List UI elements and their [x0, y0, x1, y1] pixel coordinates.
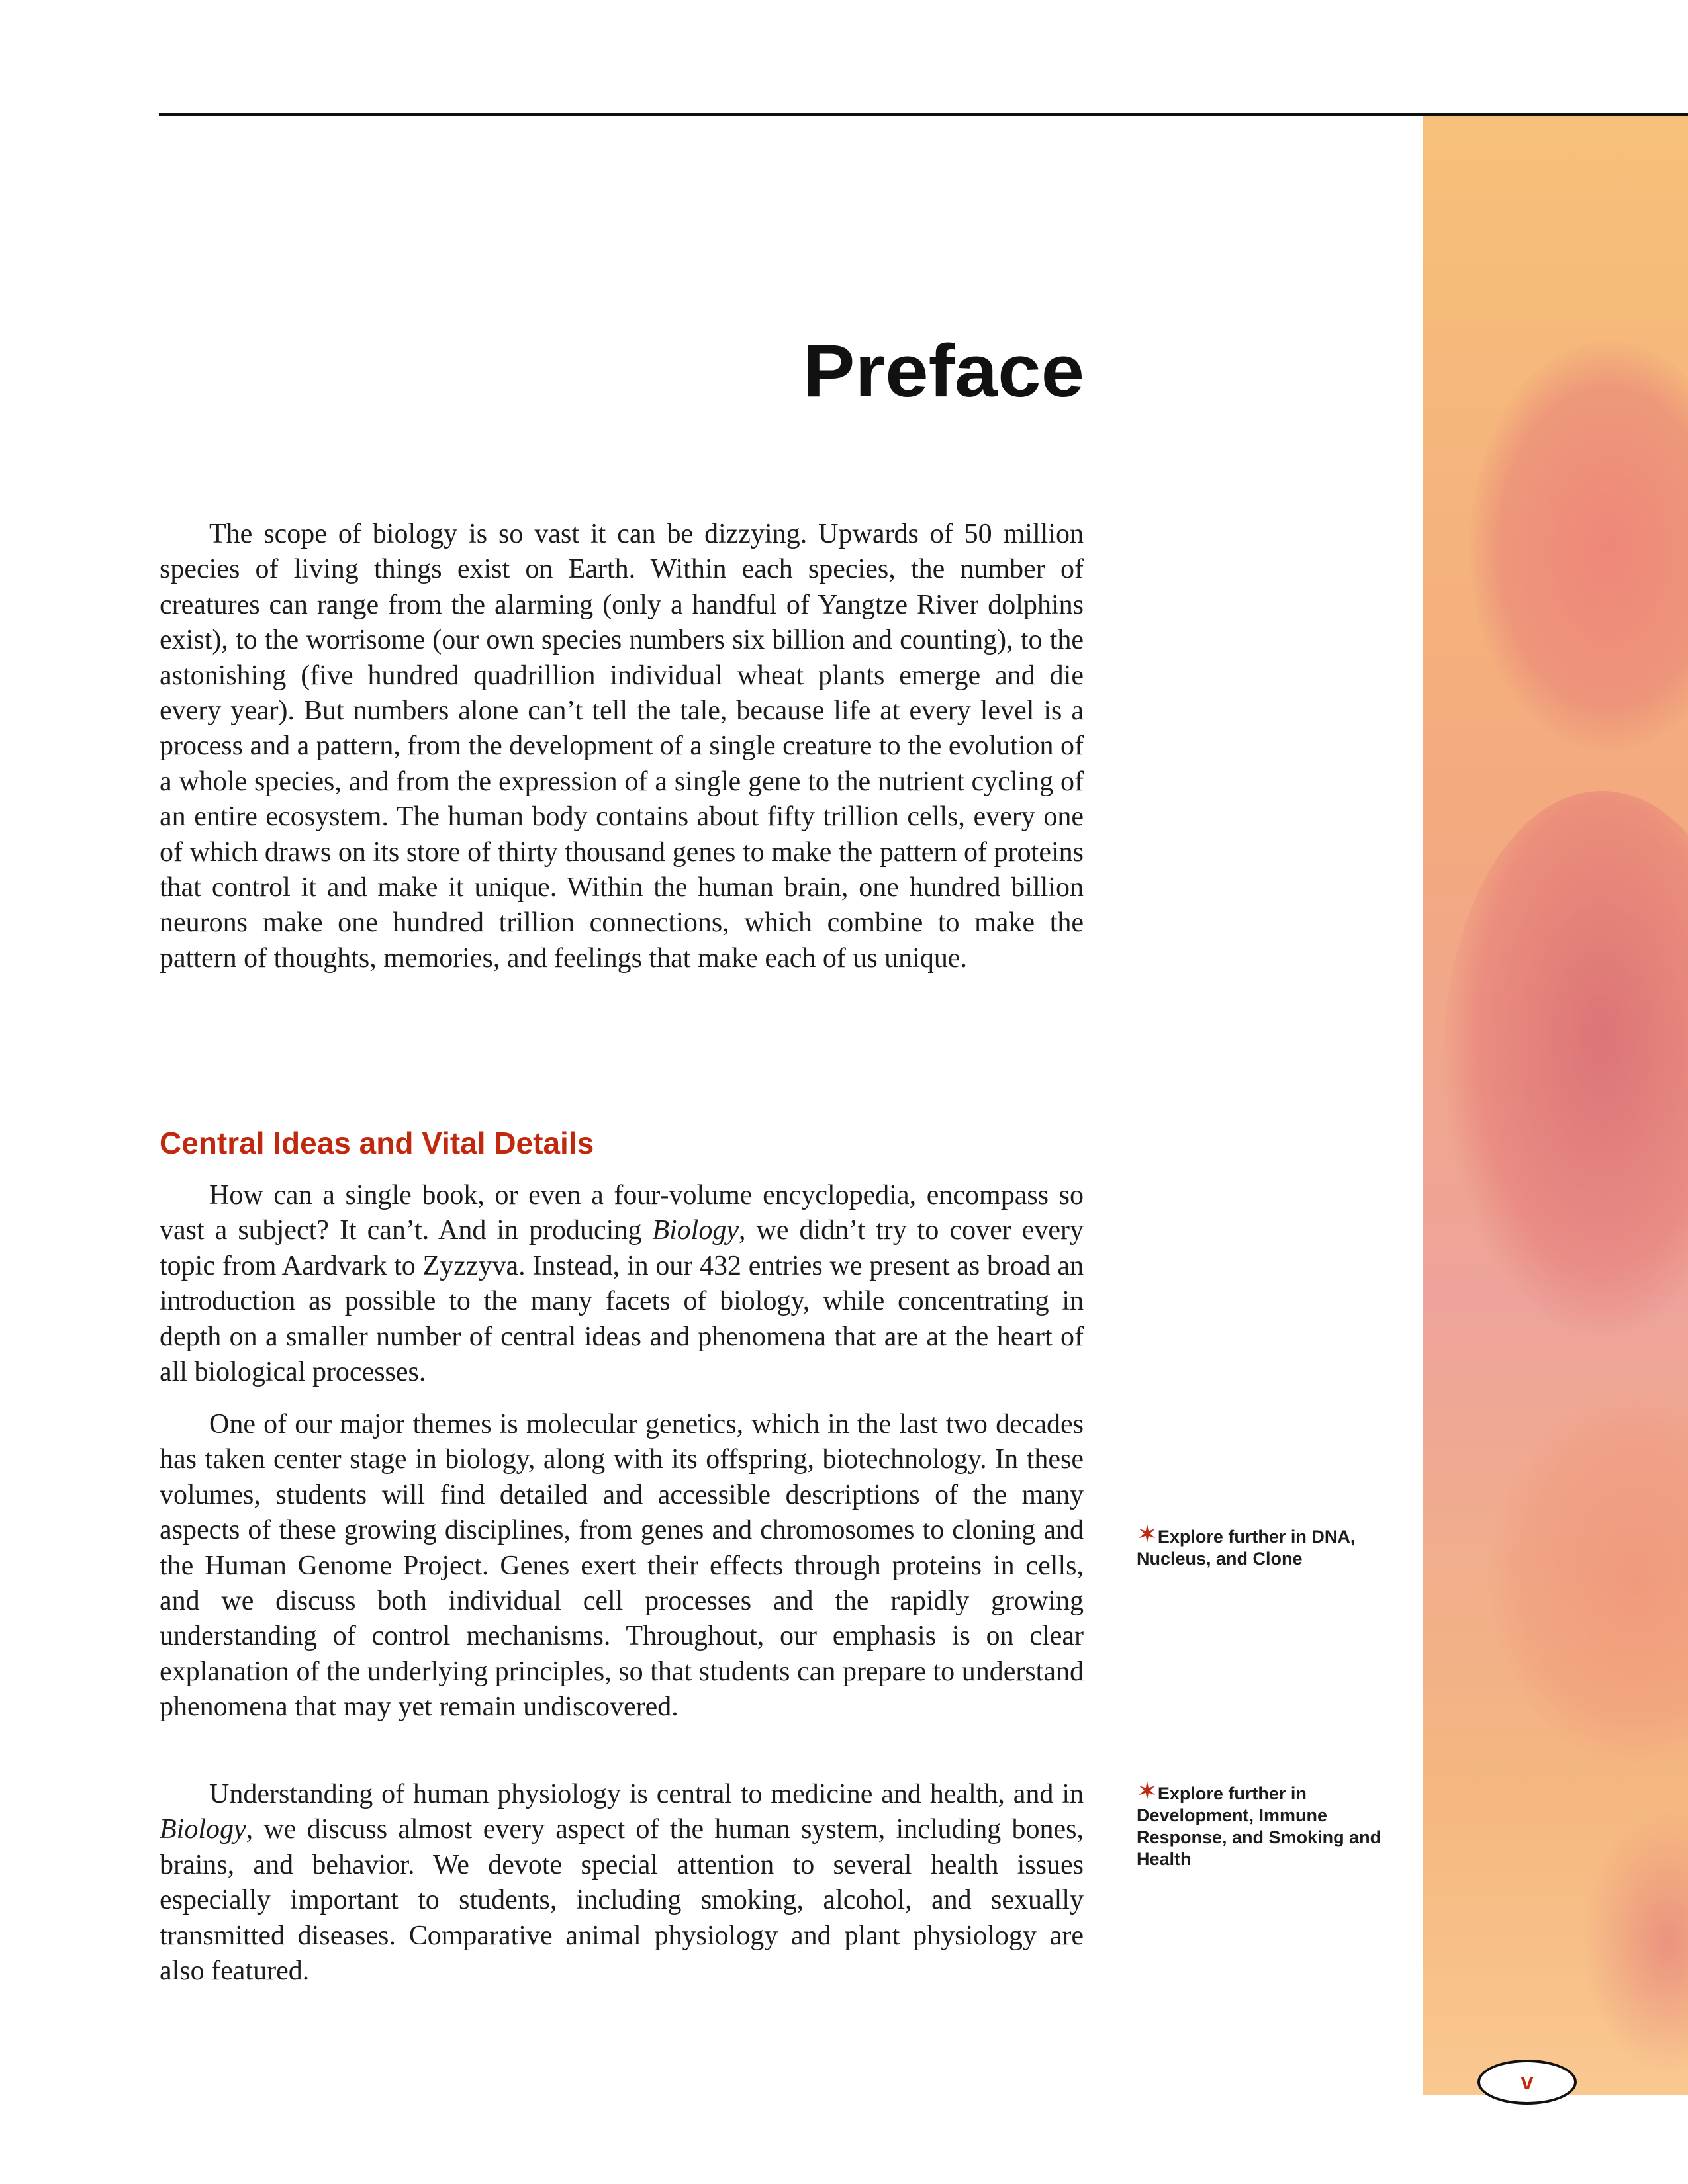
book-title-italic: Biology	[160, 1814, 246, 1845]
paragraph-physiology	[160, 1777, 1084, 1989]
margin-note-text: Explore further in DNA, Nucleus, and Clone	[1137, 1527, 1356, 1569]
margin-note-explore	[1137, 1779, 1415, 1870]
cell-blob	[1470, 341, 1688, 751]
section-heading: Central Ideas and Vital Details	[160, 1126, 594, 1160]
paragraph-text: , we didn’t try to cover every topic from Aardvark to Zyzzyva. Instead, in our 432 entries we present as broad an introduction as possible to the many facets of biology, while concentrating in depth on a smaller number of central ideas and phenomena that are at the heart of all biological processes.	[160, 1215, 1084, 1388]
cell-blob	[1489, 1393, 1688, 1764]
margin-note-text: Explore further in Development, Immune Response, and Smoking and Health	[1137, 1784, 1382, 1869]
star-icon: ✶	[1137, 1778, 1158, 1805]
paragraph-scope	[160, 1178, 1084, 1390]
paragraph-molecular-genetics: One of our major themes is molecular genetics, which in the last two decades has taken center stage in biology, along with its offspring, biotechnology. In these volumes, students will find detailed and accessible descriptions of the many aspects of these growing disciplines, from genes and chromosomes to cloning and the Human Genome Project. Genes exert their effects through proteins in cells, and we discuss both individual cell processes and the rapidly growing understanding of control mechanisms. Throughout, our emphasis is on clear explanation of the underlying principles, so that students can prepare to understand phenomena that may yet remain undiscovered.	[160, 1409, 1084, 1723]
star-icon: ✶	[1137, 1521, 1158, 1549]
margin-note-explore	[1137, 1522, 1415, 1570]
paragraph-text: How can a single book, or even a four-volume encyclopedia, encompass so vast a subject? It can’t. And in producing	[160, 1180, 1084, 1246]
paragraph-text: Understanding of human physiology is central to medicine and health, and in	[209, 1779, 1084, 1809]
book-title-italic: Biology	[652, 1215, 739, 1246]
paragraph-text: , we discuss almost every aspect of the human system, including bones, brains, and behavior. We devote special attention to several health issues especially important to students, including smoking, alcohol, and sexually transmitted diseases. Comparative animal physiology and plant physiology are also featured.	[160, 1814, 1084, 1987]
intro-paragraph: The scope of biology is so vast it can be dizzying. Upwards of 50 million species of living things exist on Earth. Within each species, the number of creatures can range from the alarming (only a handful of Yangtze River dolphins exist), to the worrisome (our own species numbers six billion and counting), to the astonishing (five hundred quadrillion individual wheat plants emerge and die every year). But numbers alone can’t tell the tale, because life at every level is a process and a pattern, from the development of a single creature to the evolution of a whole species, and from the expression of a single gene to the nutrient cycling of an entire ecosystem. The human body contains about fifty trillion cells, every one of which draws on its store of thirty thousand genes to make the pattern of proteins that control it and make it unique. Within the human brain, one hundred billion neurons make one hundred trillion connections, which combine to make the pattern of thoughts, memories, and feelings that make each of us unique.	[160, 519, 1084, 974]
cell-blob	[1443, 791, 1688, 1334]
page-number: v	[1477, 2060, 1577, 2105]
decorative-cell-image-panel	[1423, 116, 1688, 2095]
cell-blob	[1582, 1810, 1688, 2075]
page-title: Preface	[803, 330, 1084, 412]
